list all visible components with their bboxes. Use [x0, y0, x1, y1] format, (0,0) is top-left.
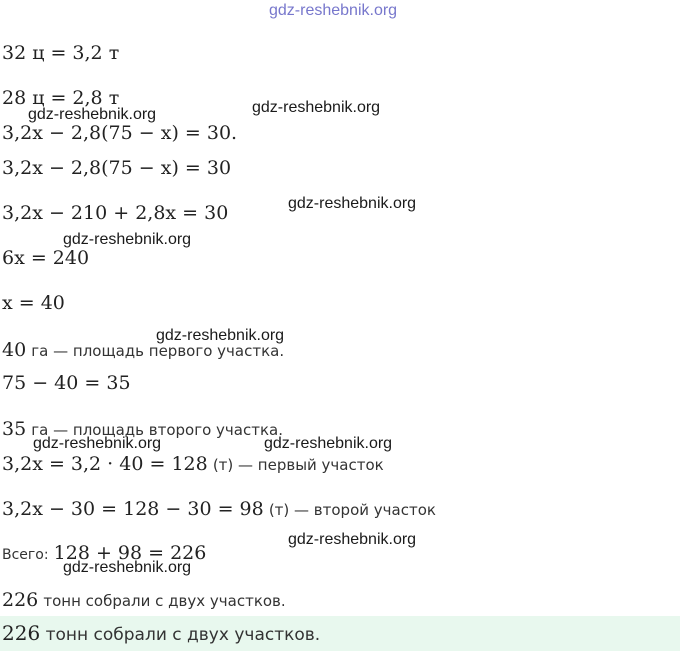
watermark-5: gdz-reshebnik.org	[156, 327, 285, 344]
conversion-line-2: 28 ц = 2,8 т	[2, 87, 120, 109]
second-plot-area-value: 35	[2, 418, 27, 440]
conclusion-text: тонн собрали с двух участков.	[43, 592, 286, 610]
first-plot-area-text: га — площадь первого участка.	[31, 342, 285, 360]
second-plot-area-text: га — площадь второго участка.	[31, 421, 283, 439]
total-label: Всего:	[2, 547, 49, 563]
simplified-equation-line: 6x = 240	[2, 247, 90, 269]
second-plot-calc-line: 75 − 40 = 35	[2, 372, 131, 394]
second-plot-harvest-line	[2, 498, 436, 521]
first-plot-harvest-text: (т) — первый участок	[212, 456, 384, 474]
header-watermark: gdz-reshebnik.org	[269, 2, 398, 19]
conversion-line-1: 32 ц = 3,2 т	[2, 42, 120, 64]
first-plot-harvest-math: 3,2x = 3,2 · 40 = 128	[2, 453, 208, 475]
conclusion-value: 226	[2, 589, 39, 611]
answer-value: 226	[2, 621, 41, 645]
watermark-4: gdz-reshebnik.org	[63, 231, 192, 248]
watermark-7: gdz-reshebnik.org	[264, 435, 393, 452]
watermark-6: gdz-reshebnik.org	[33, 435, 162, 452]
equation-repeat-line: 3,2x − 2,8(75 − x) = 30	[2, 157, 232, 179]
watermark-9: gdz-reshebnik.org	[63, 559, 192, 576]
second-plot-harvest-text: (т) — второй участок	[268, 501, 436, 519]
watermark-2: gdz-reshebnik.org	[252, 99, 381, 116]
watermark-3: gdz-reshebnik.org	[288, 195, 417, 212]
equation-line: 3,2x − 2,8(75 − x) = 30.	[2, 122, 238, 144]
second-plot-harvest-math: 3,2x − 30 = 128 − 30 = 98	[2, 498, 264, 520]
first-plot-area-value: 40	[2, 339, 27, 361]
expanded-equation-line: 3,2x − 210 + 2,8x = 30	[2, 202, 229, 224]
answer-line	[2, 622, 320, 646]
first-plot-harvest-line	[2, 453, 384, 476]
watermark-8: gdz-reshebnik.org	[288, 531, 417, 548]
watermark-1: gdz-reshebnik.org	[28, 106, 157, 123]
total-math: 128 + 98 = 226	[53, 542, 207, 564]
conclusion-line	[2, 589, 286, 612]
solution-x-line: x = 40	[2, 292, 65, 314]
answer-text: тонн собрали с двух участков.	[45, 625, 321, 645]
